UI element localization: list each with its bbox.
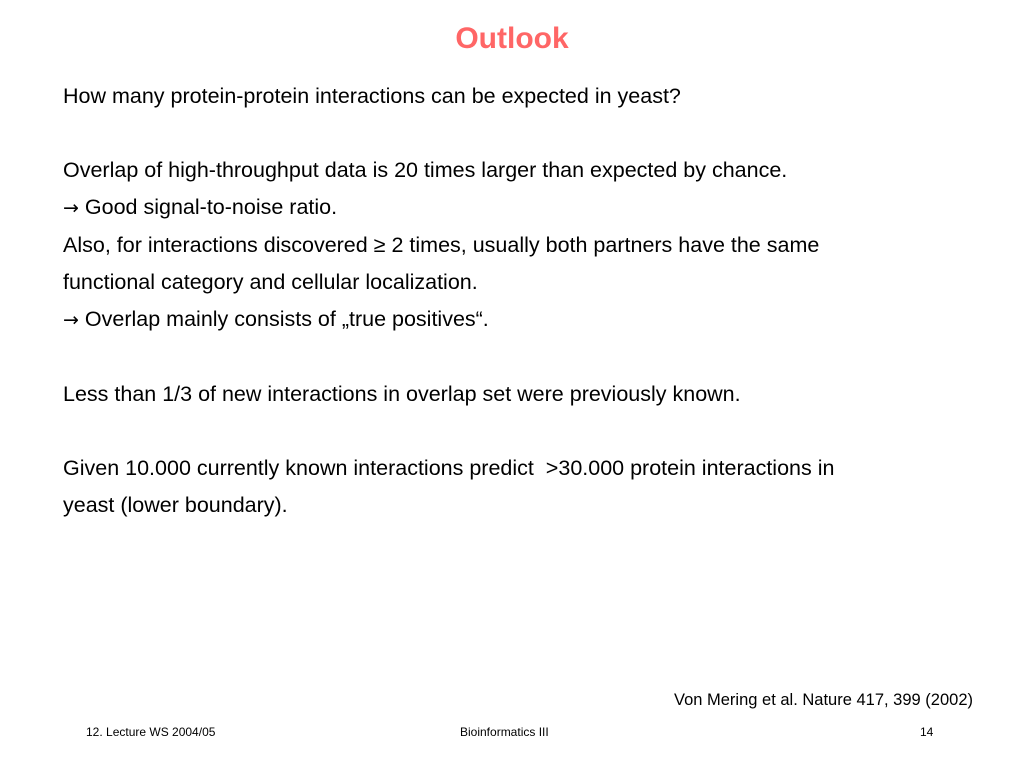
body-line-signal	[63, 189, 1003, 227]
blank-line	[63, 413, 1003, 450]
body-line-overlap: Overlap of high-throughput data is 20 times larger than expected by chance.	[63, 158, 788, 182]
footer-lecture: 12. Lecture WS 2004/05	[86, 725, 216, 739]
right-arrow-icon: →	[63, 197, 79, 219]
body-line-previously-known: Less than 1/3 of new interactions in overlap set were previously known.	[63, 382, 741, 406]
footer-course: Bioinformatics III	[460, 725, 549, 739]
blank-line	[63, 339, 1003, 376]
footer-page-number: 14	[920, 725, 934, 739]
body-line-true-positives-text: Overlap mainly consists of „true positives“.	[84, 307, 489, 331]
body-line-functional: functional category and cellular localization.	[63, 270, 478, 294]
right-arrow-icon: →	[63, 309, 79, 331]
body-line-also: Also, for interactions discovered ≥ 2 times, usually both partners have the same	[63, 233, 820, 257]
body-line-prediction: Given 10.000 currently known interactions predict >30.000 protein interactions in	[63, 456, 835, 480]
citation-reference: Von Mering et al. Nature 417, 399 (2002)	[673, 691, 973, 709]
body-line-question: How many protein-protein interactions can be expected in yeast?	[63, 84, 681, 108]
body-line-signal-text: Good signal-to-noise ratio.	[84, 195, 338, 219]
slide-title: Outlook	[455, 22, 569, 55]
body-line-true-positives	[63, 301, 1003, 339]
blank-line	[63, 115, 1003, 152]
slide-body	[63, 78, 1003, 524]
body-line-lower-boundary: yeast (lower boundary).	[63, 493, 288, 517]
